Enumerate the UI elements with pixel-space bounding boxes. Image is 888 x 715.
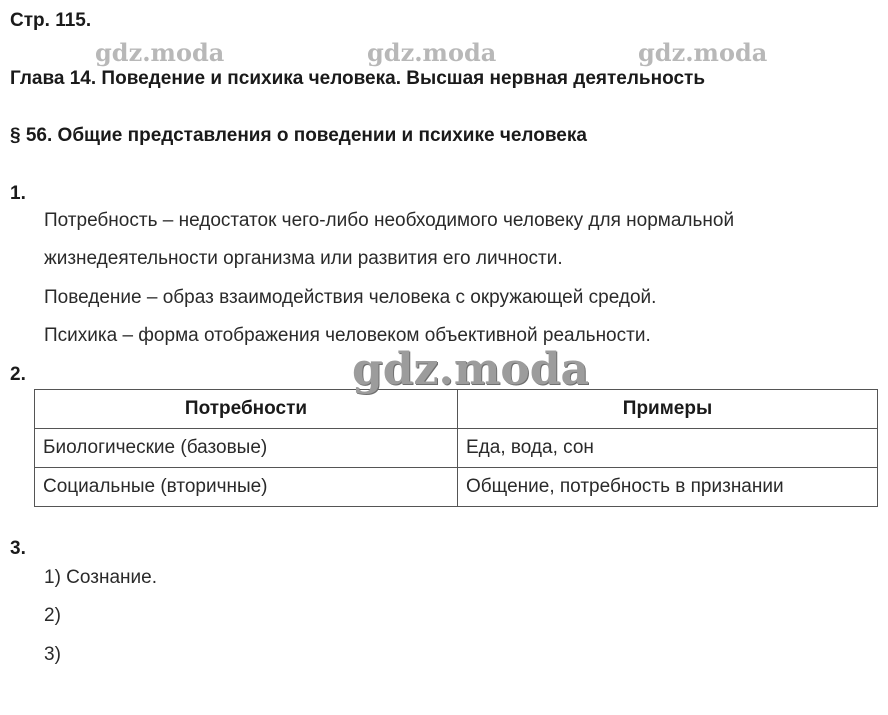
section-title: § 56. Общие представления о поведении и психике человека — [10, 125, 587, 146]
watermark-large: gdz.moda — [352, 344, 590, 395]
chapter-title: Глава 14. Поведение и психика человека. Высшая нервная деятельность — [10, 68, 705, 89]
definition-line: Потребность – недостаток чего-либо необходимого человеку для нормальной — [44, 210, 735, 231]
table-row — [35, 468, 878, 507]
table-cell: Общение, потребность в признании — [458, 468, 878, 507]
table-header-row — [35, 390, 878, 429]
answer-item: 3) — [44, 644, 61, 665]
table-cell: Социальные (вторичные) — [35, 468, 458, 507]
table-cell: Биологические (базовые) — [35, 429, 458, 468]
watermark: gdz.moda — [638, 38, 768, 67]
definition-line: Поведение – образ взаимодействия человека с окружающей средой. — [44, 287, 657, 308]
definition-line: жизнедеятельности организма или развития его личности. — [44, 248, 563, 269]
table-cell: Еда, вода, сон — [458, 429, 878, 468]
page-number: Стр. 115. — [10, 10, 92, 31]
question-3-number: 3. — [10, 538, 26, 559]
table-header-cell: Потребности — [35, 390, 458, 429]
answer-item: 1) Сознание. — [44, 567, 157, 588]
table-row — [35, 429, 878, 468]
definition-line: Психика – форма отображения человеком объективной реальности. — [44, 325, 651, 346]
watermark: gdz.moda — [367, 38, 497, 67]
watermark: gdz.moda — [95, 38, 225, 67]
question-1-number: 1. — [10, 183, 26, 204]
table-header-cell: Примеры — [458, 390, 878, 429]
answer-item: 2) — [44, 605, 61, 626]
question-2-number: 2. — [10, 364, 26, 385]
needs-table — [34, 389, 878, 507]
